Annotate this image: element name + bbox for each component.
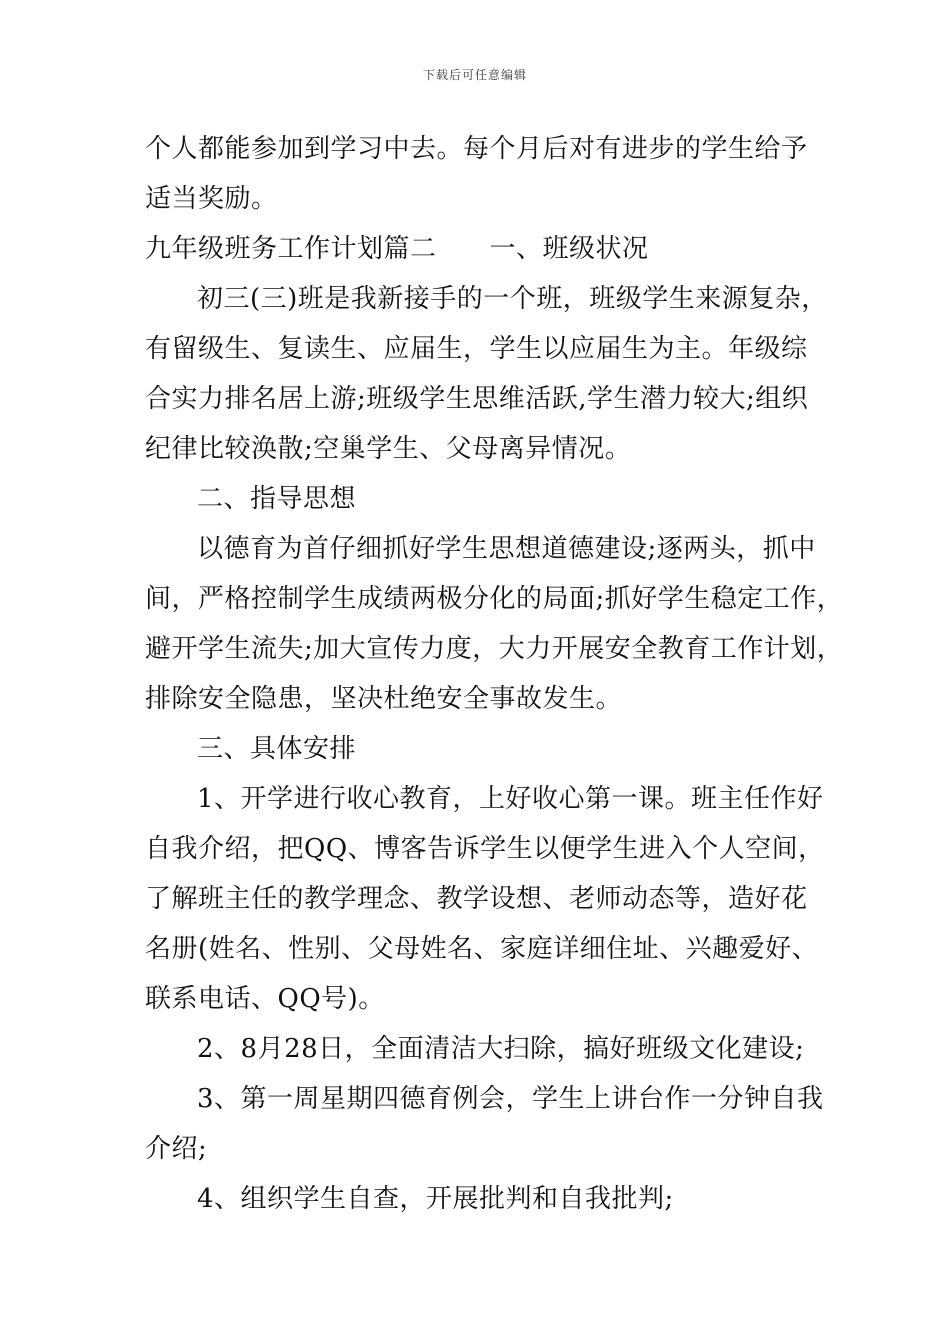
text-line: 避开学生流失;加大宣传力度，大力开展安全教育工作计划， [145,634,844,664]
header-note: 下载后可任意编辑 [422,68,527,82]
text-line: 以德育为首仔细抓好学生思想道德建设;逐两头，抓中 [197,534,816,564]
text-line: 排除安全隐患，坚决杜绝安全事故发生。 [145,684,623,714]
text-line: 3、第一周星期四德育例会，学生上讲台作一分钟自我 [197,1084,824,1114]
section-heading: 三、具体安排 [197,734,357,764]
text-line: 间，严格控制学生成绩两极分化的局面;抓好学生稳定工作， [145,584,844,614]
text-line: 了解班主任的教学理念、教学设想、老师动态等，造好花 [145,884,808,914]
text-line: 有留级生、复读生、应届生，学生以应届生为主。年级综 [145,334,808,364]
text-line: 名册(姓名、性别、父母姓名、家庭详细住址、兴趣爱好、 [145,934,819,964]
text-line: 自我介绍，把QQ、博客告诉学生以便学生进入个人空间， [145,834,825,864]
text-line: 4、组织学生自查，开展批判和自我批判; [197,1184,674,1214]
section-heading: 二、指导思想 [197,484,357,514]
text-line: 2、8月28日，全面清洁大扫除，搞好班级文化建设; [197,1034,805,1064]
text-line: 个人都能参加到学习中去。每个月后对有进步的学生给予 [145,134,808,164]
text-line: 1、开学进行收心教育，上好收心第一课。班主任作好 [197,784,824,814]
text-line: 合实力排名居上游;班级学生思维活跃,学生潜力较大;组织 [145,384,809,414]
text-line: 介绍; [145,1134,208,1164]
text-line: 纪律比较涣散;空巢学生、父母离异情况。 [145,434,632,464]
text-line: 适当奖励。 [145,184,278,214]
section-heading-line: 九年级班务工作计划篇二 一、班级状况 [145,234,649,264]
text-line: 联系电话、QQ号)。 [145,984,385,1014]
text-line: 初三(三)班是我新接手的一个班，班级学生来源复杂， [197,284,828,314]
